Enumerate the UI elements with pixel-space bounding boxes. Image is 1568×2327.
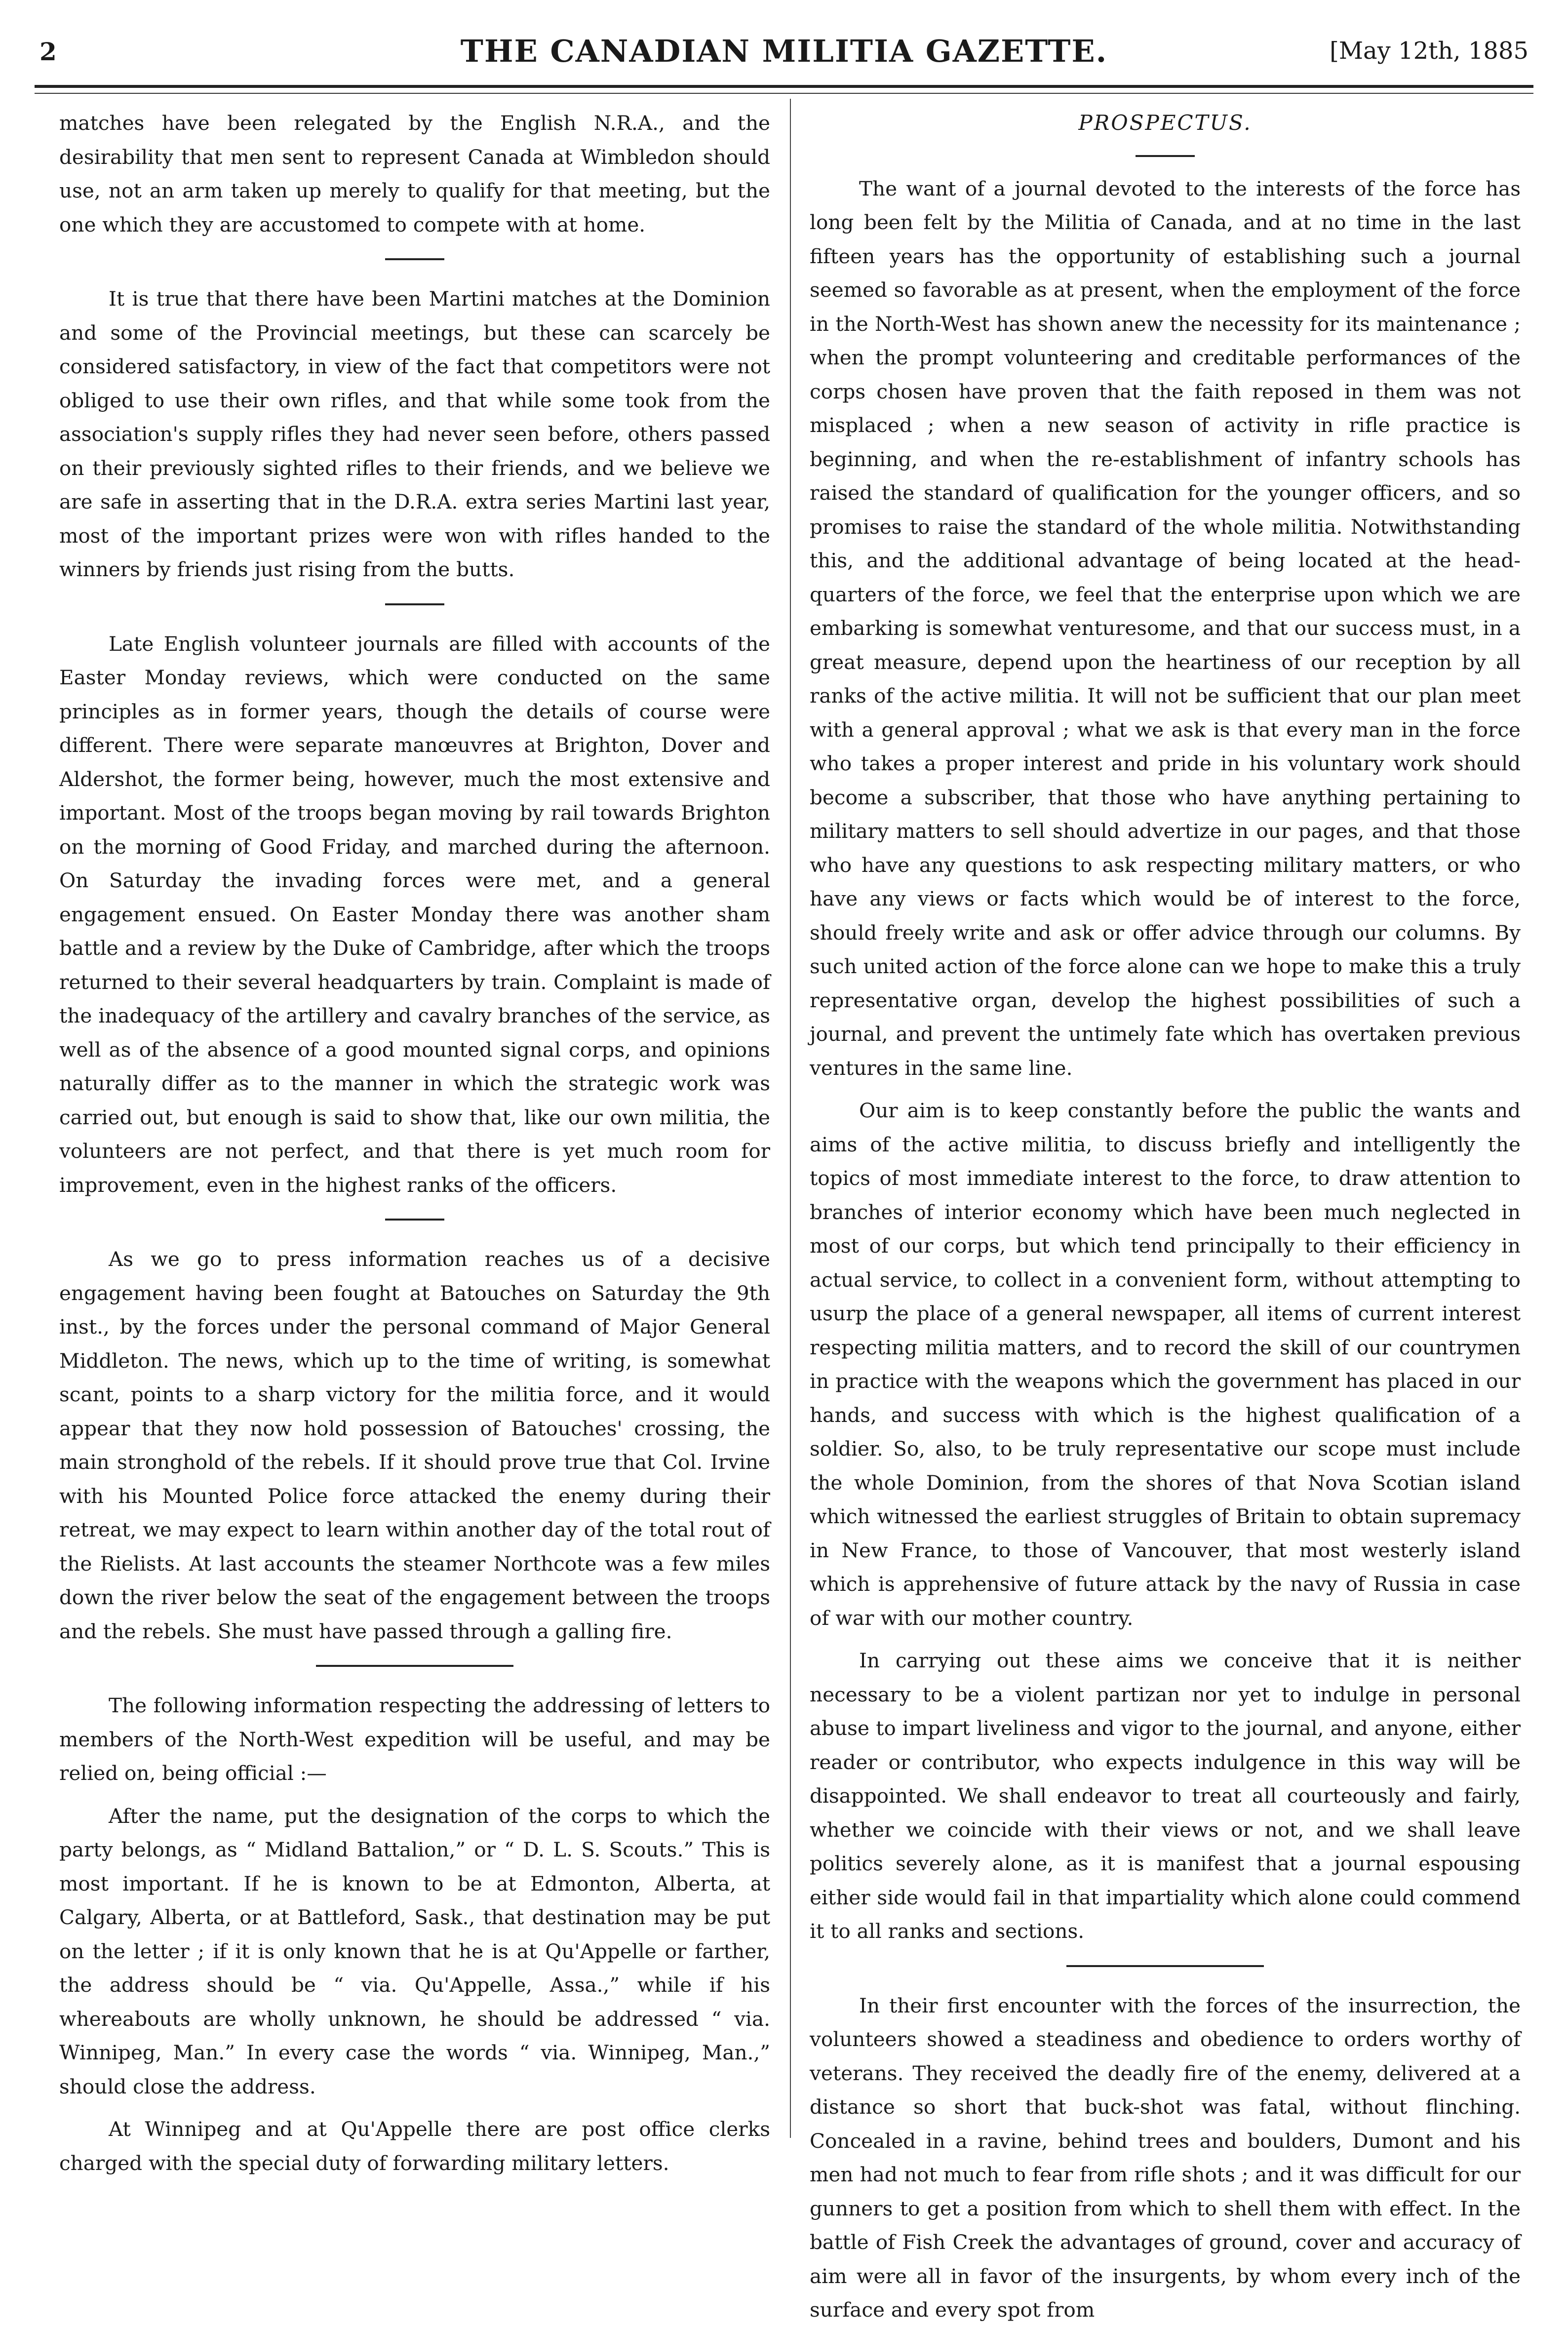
- left-paragraph-2: It is true that there have been Martini matches at the Dominion and some of the Provincial meetings, but these can scarcely be considered satisfactory, in view of the fact that competitors were not obliged to use their own rifles, and that while some took from the association's supply rifles they had never seen before, others passed on their previously sighted rifles to their friends, and we believe we are safe in asserting that in the D.R.A. extra series Martini last year, most of the important prizes were won with rifles handed to the winners by friends just rising from the butts.: [59, 287, 770, 581]
- left-paragraph-1: matches have been relegated by the English N.R.A., and the desirability that men sent to represent Canada at Wimbledon should use, not an arm taken up merely to qualify for that meeting, but the one which they are accustomed to compete with at home.: [59, 111, 770, 237]
- section-separator: [385, 258, 444, 260]
- page-number: 2: [39, 37, 57, 66]
- prospectus-heading: PROSPECTUS.: [1078, 111, 1252, 135]
- left-paragraph-4: As we go to press information reaches us of a decisive engagement having been fought at Batouches on Saturday the 9th inst., by the forces under the personal command of Major General Middleton. The news, which up to the time of writing, is somewhat scant, points to a sharp victory for the militia force, and it would appear that they now hold possession of Batouches' crossing, the main stronghold of the rebels. If it should prove true that Col. Irvine with his Mounted Police force attacked the enemy during their retreat, we may expect to learn within another day of the total rout of the Rielists. At last accounts the steamer Northcote was a few miles down the river below the seat of the engagement between the troops and the rebels. She must have passed through a galling fire.: [59, 1247, 770, 1643]
- section-separator: [385, 603, 444, 605]
- right-paragraph-2: Our aim is to keep constantly before the public the wants and aims of the active militia, to discuss briefly and intelligently the topics of most immediate interest to the force, to draw attention to branches of interior economy which have been much neglected in most of our corps, but which tend principally to their efficiency in actual service, to collect in a convenient form, without attempting to usurp the place of a general newspaper, all items of current interest respecting militia matters, and to record the skill of our countrymen in practice with the weapons which the government has placed in our hands, and success with which is the highest qualification of a soldier. So, also, to be truly representative our scope must include the whole Dominion, from the shores of that Nova Scotian island which witnessed the earliest struggles of Britain to obtain supremacy in New France, to those of Vancouver, that most westerly island which is apprehensive of future attack by the navy of Russia in case of war with our mother country.: [810, 1099, 1521, 1630]
- right-paragraph-3: In carrying out these aims we conceive that it is neither necessary to be a violent partizan nor yet to indulge in personal abuse to impart liveliness and vigor to the journal, and anyone, either reader or contributor, who expects indulgence in this way will be disappointed. We shall endeavor to treat all courteously and fairly, whether we coincide with their views or not, and we shall leave politics severely alone, as it is manifest that a journal espousing either side would fail in that impartiality which alone could commend it to all ranks and sections.: [810, 1649, 1521, 1943]
- right-paragraph-1: The want of a journal devoted to the interests of the force has long been felt by the Militia of Canada, and at no time in the last fifteen years has the opportunity of establishing such a journal seemed so favorable as at present, when the employment of the force in the North-West has shown anew the necessity for its maintenance ; when the prompt volunteering and creditable performances of the corps chosen have proven that the faith reposed in them was not misplaced ; when a new season of activity in rifle practice is beginning, and when the re-establishment of infantry schools has raised the standard of qualification for the younger officers, and so promises to raise the standard of the whole militia. Notwithstanding this, and the additional advantage of being located at the head-quarters of the force, we feel that the enterprise upon which we are embarking is somewhat venturesome, and that our success must, in a great measure, depend upon the heartiness of our reception by all ranks of the active militia. It will not be sufficient that our plan meet with a general approval ; what we ask is that every man in the force who takes a proper interest and pride in his voluntary work should become a subscriber, that those who have anything pertaining to military matters to sell should advertize in our pages, and that those who have any questions to ask respecting military matters, or who have any views or facts which would be of interest to the force, should freely write and ask or offer advice through our columns. By such united action of the force alone can we hope to make this a truly representative organ, develop the highest possibilities of such a journal, and prevent the untimely fate which has overtaken previous ventures in the same line.: [810, 176, 1521, 1080]
- page-header: [35, 27, 1533, 79]
- left-paragraph-6: After the name, put the designation of the corps to which the party belongs, as “ Midland Battalion,” or “ D. L. S. Scouts.” This is most important. If he is known to be at Edmonton, Alberta, at Calgary, Alberta, or at Battleford, Sask., that destination may be put on the letter ; if it is only known that he is at Qu'Appelle or farther, the address should be “ via. Qu'Appelle, Assa.,” while if his whereabouts are wholly unknown, he should be addressed “ via. Winnipeg, Man.” In every case the words “ via. Winnipeg, Man.,” should close the address.: [59, 1804, 770, 2098]
- left-column: [59, 106, 770, 2180]
- right-column: [810, 106, 1521, 2327]
- issue-date: [May 12th, 1885: [1330, 37, 1529, 65]
- header-rule-thick: [35, 85, 1533, 88]
- left-paragraph-3: Late English volunteer journals are filled with accounts of the Easter Monday reviews, which were conducted on the same principles as in former years, though the details of course were different. There were separate manœuvres at Brighton, Dover and Aldershot, the former being, however, much the most extensive and important. Most of the troops began moving by rail towards Brighton on the morning of Good Friday, and marched during the afternoon. On Saturday the invading forces were met, and a general engagement ensued. On Easter Monday there was another sham battle and a review by the Duke of Cambridge, after which the troops returned to their several headquarters by train. Complaint is made of the inadequacy of the artillery and cavalry branches of the service, as well as of the absence of a good mounted signal corps, and opinions naturally differ as to the manner in which the strategic work was carried out, but enough is said to show that, like our own militia, the volunteers are not perfect, and that there is yet much room for improvement, even in the highest ranks of the officers.: [59, 631, 770, 1197]
- section-separator: [385, 1219, 444, 1221]
- newspaper-title: THE CANADIAN MILITIA GAZETTE.: [460, 33, 1108, 69]
- section-separator: [1066, 1965, 1264, 1967]
- right-paragraph-4: In their first encounter with the forces of the insurrection, the volunteers showed a steadiness and obedience to orders worthy of veterans. They received the deadly fire of the enemy, delivered at a distance so short that buck-shot was fatal, without flinching. Concealed in a ravine, behind trees and boulders, Dumont and his men had not much to fear from rifle shots ; and it was difficult for our gunners to get a position from which to shell them with effect. In the battle of Fish Creek the advantages of ground, cover and accuracy of aim were all in favor of the insurgents, by whom every inch of the surface and every spot from: [810, 1993, 1521, 2322]
- heading-separator: [1136, 155, 1195, 157]
- left-paragraph-7: At Winnipeg and at Qu'Appelle there are post office clerks charged with the special duty of forwarding military letters.: [59, 2117, 770, 2175]
- section-separator: [316, 1665, 513, 1667]
- column-divider: [790, 99, 791, 2138]
- left-paragraph-5: The following information respecting the addressing of letters to members of the North-West expedition will be useful, and may be relied on, being official :—: [59, 1694, 770, 1785]
- header-rule-thin: [35, 93, 1533, 94]
